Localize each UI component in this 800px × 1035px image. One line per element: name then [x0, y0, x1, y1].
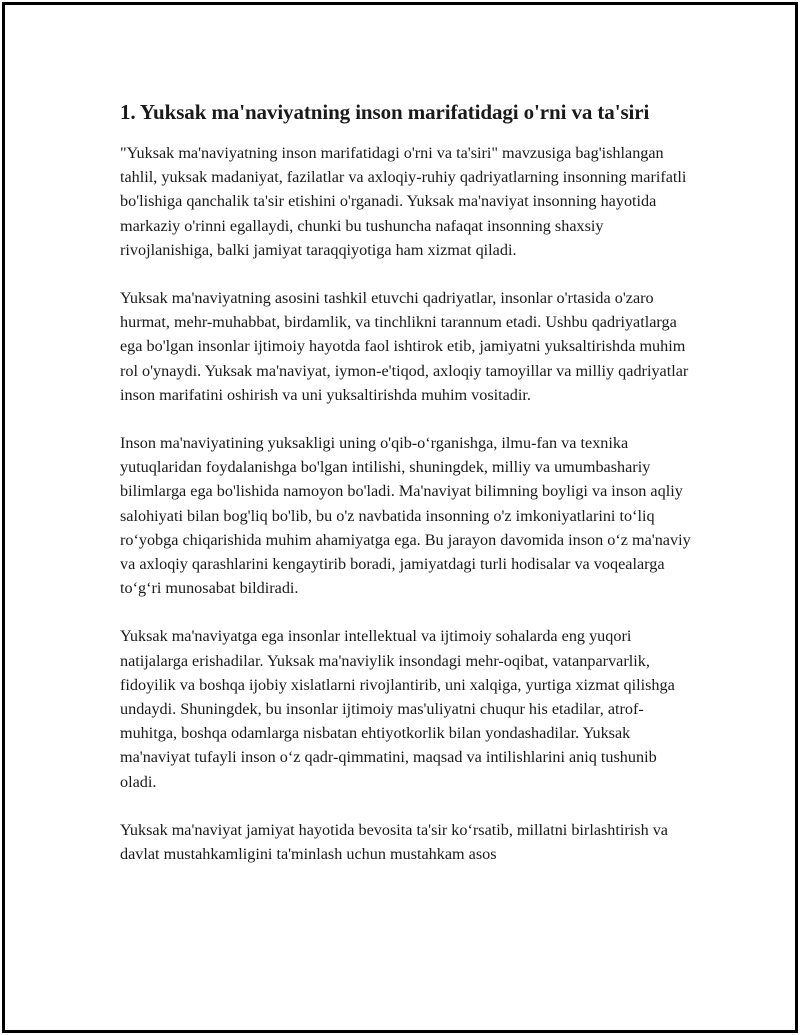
paragraph: "Yuksak ma'naviyatning inson marifatidagi o'rni va ta'siri" mavzusiga bag'ishlangan tahlil, yuksak madaniyat, fazilatlar va axloqiy-ruhiy qadriyatlarning insonning marifatli bo'lishiga qanchalik ta'sir etishini o'rganadi. Yuksak ma'naviyat insonning hayotida markaziy o'rinni egallaydi, chunki bu tushuncha nafaqat insonning shaxsiy rivojlanishiga, balki jamiyat taraqqiyotiga ham xizmat qiladi.	[120, 144, 687, 259]
paragraph: Yuksak ma'naviyatga ega insonlar intellektual va ijtimoiy sohalarda eng yuqori natijalarga erishadilar. Yuksak ma'naviylik insondagi mehr-oqibat, vatanparvarlik, fidoyilik va boshqa ijobiy xislatlarni rivojlantirib, uni xalqiga, yurtiga xizmat qilishga undaydi. Shuningdek, bu insonlar ijtimoiy mas'uliyatni chuqur his etadilar, atrof-muhitga, boshqa odamlarga nisbatan ehtiyotkorlik bilan yondashadilar. Yuksak ma'naviyat tufayli inson o‘z qadr-qimmatini, maqsad va intilishlarini aniq tushunib oladi.	[120, 627, 675, 791]
document-body	[120, 98, 695, 890]
paragraph: Inson ma'naviyatining yuksakligi uning o'qib-o‘rganishga, ilmu-fan va texnika yutuqlaridan foydalanishga bo'lgan intilishi, shuningdek, milliy va umumbashariy bilimlarga ega bo'lishida namoyon bo'ladi. Ma'naviyat bilimning boyligi va inson aqliy salohiyati bilan bog'liq bo'lib, bu o'z navbatida insonning o'z imkoniyatlarini to‘liq ro‘yobga chiqarishida muhim ahamiyatga ega. Bu jarayon davomida inson o‘z ma'naviy va axloqiy qarashlarini kengaytirib boradi, jamiyatdagi turli hodisalar va voqealarga to‘g‘ri munosabat bildiradi.	[120, 434, 691, 598]
paragraph: Yuksak ma'naviyat jamiyat hayotida bevosita ta'sir ko‘rsatib, millatni birlashtirish va davlat mustahkamligini ta'minlash uchun mustahkam asos	[120, 820, 668, 864]
section-heading: 1. Yuksak ma'naviyatning inson marifatidagi o'rni va ta'siri	[120, 100, 650, 124]
paragraph: Yuksak ma'naviyatning asosini tashkil etuvchi qadriyatlar, insonlar o'rtasida o'zaro hurmat, mehr-muhabbat, birdamlik, va tinchlikni tarannum etadi. Ushbu qadriyatlarga ega bo'lgan insonlar ijtimoiy hayotda faol ishtirok etib, jamiyatni yuksaltirishda muhim rol o'ynaydi. Yuksak ma'naviyat, iymon-e'tiqod, axloqiy tamoyillar va milliy qadriyatlar inson marifatini oshirish va uni yuksaltirishda muhim vositadir.	[120, 289, 689, 404]
page-frame	[2, 2, 798, 1033]
